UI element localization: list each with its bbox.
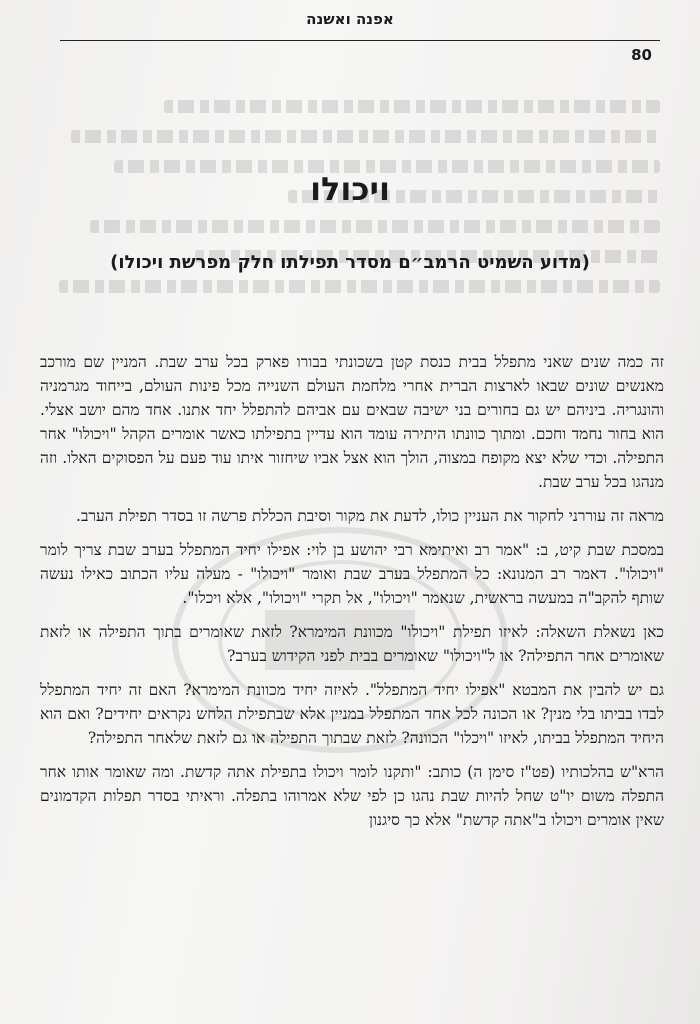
body-text <box>40 350 664 842</box>
paragraph: במסכת שבת קיט, ב: "אמר רב ואיתימא רבי יהושע בן לוי: אפילו יחיד המתפלל בערב שבת צריך לומר "ויכולו". דאמר רב המנונא: כל המתפלל בערב שבת ואומר "ויכולו" - מעלה עליו הכתוב כאילו נעשה שותף להקב"ה במעשה בראשית, שנאמר "ויכולו", אל תקרי "ויכולו", אלא ויכלו". <box>40 541 664 607</box>
header-rule <box>60 40 660 41</box>
paragraph: כאן נשאלת השאלה: לאיזו תפילת "ויכולו" מכוונת המימרא? לזאת שאומרים בתוך התפילה או לזאת שאומרים אחר התפילה? או ל"ויכולו" שאומרים בבית לפני הקידוש בערב? <box>40 623 664 665</box>
bleed-through-text <box>40 100 660 320</box>
paragraph: הרא"ש בהלכותיו (פט"ז סימן ה) כותב: "ותקנו לומר ויכולו בתפילת אתה קדשת. ומה שאומר אותו אחר התפלה משום יו"ט שחל להיות שבת נהגו כן לפי שלא אמרוהו בתפלה. וראיתי בסדר תפלות הקדמונים שאין אומרים ויכולו ב"אתה קדשת" אלא כך סיגנון <box>40 763 664 829</box>
chapter-subtitle: (מדוע השמיט הרמב״ם מסדר תפילתו חלק מפרשת ויכולו) <box>110 252 590 273</box>
paragraph: גם יש להבין את המבטא "אפילו יחיד המתפלל". לאיזה יחיד מכוונת המימרא? האם זה יחיד המתפלל לבדו בביתו בלי מנין? או הכונה לכל אחד המתפלל במניין אלא שבתפילת הלחש נקראים יחידים? ואם הוא היחיד המתפלל בביתו, לאיזו "ויכלו" הכוונה? לזאת שבתוך התפילה או גם לזאת שלאחר התפילה? <box>40 681 664 747</box>
running-head-title: אפנה ואשנה <box>306 10 394 28</box>
page-number: 80 <box>631 46 652 64</box>
chapter-title: ויכולו <box>310 170 390 208</box>
paragraph: מראה זה עוררני לחקור את העניין כולו, לדעת את מקור וסיבת הכללת פרשה זו בסדר תפילת הערב. <box>76 507 664 525</box>
paragraph: זה כמה שנים שאני מתפלל בבית כנסת קטן בשכונתי בבורו פארק בכל ערב שבת. המניין שם מורכב מאנשים שונים שבאו לארצות הברית אחרי מלחמת העולם השנייה מכל פינות העולם, בייחוד מגרמניה והונגריה. ביניהם יש גם בחורים בני ישיבה שבאים עם אביהם להתפלל יחד אתנו. אחד מהם יושב אצלי. הוא בחור נחמד וחכם. ומתוך כוונתו היתירה עומד הוא עדיין בתפילתו כאשר אומרים הקהל "ויכולו" אחר התפילה. וכדי שלא יצא מקופח במצוה, הולך הוא אצל אביו שיחזור איתו עוד פעם על הפסוקים האלו. וזה מנהגו בכל ערב שבת. <box>40 353 664 491</box>
